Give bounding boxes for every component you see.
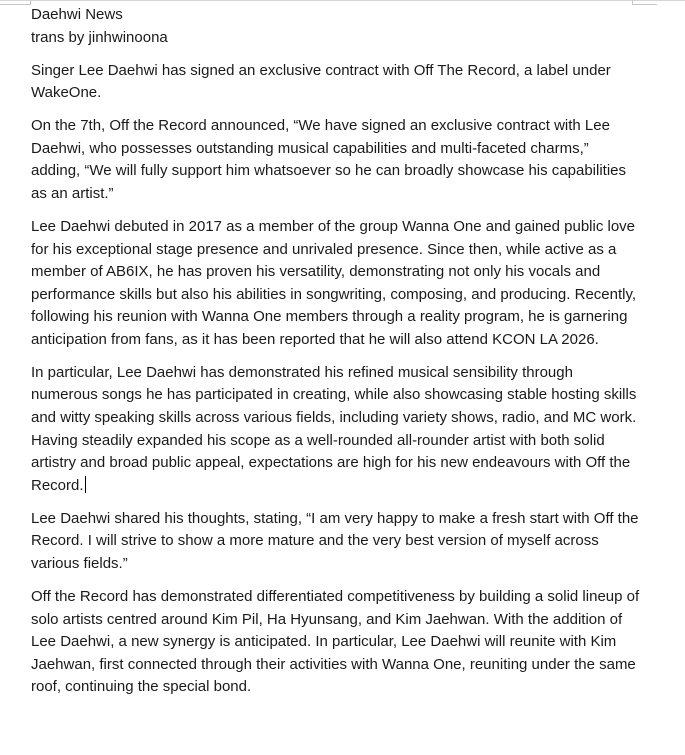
paragraph-6: Off the Record has demonstrated differentiated competitiveness by building a solid lineup of solo artists centred around Kim Pil, Ha Hyunsang, and Kim Jaehwan. With the addition of Lee Daehwi, a new synergy is anticipated. In particular, Lee Daehwi will reunite with Kim Jaehwan, first connected through their activities with Wanna One, reuniting under the same roof, continuing the special bond. xyxy=(31,588,640,696)
paragraph-4 xyxy=(31,362,641,498)
margin-corner-marker-left xyxy=(0,0,31,5)
paragraph-1: Singer Lee Daehwi has signed an exclusive contract with Off The Record, a label under WakeOne. xyxy=(31,61,611,102)
text-cursor xyxy=(85,476,86,493)
document-body[interactable] xyxy=(31,4,641,709)
paragraph-2: On the 7th, Off the Record announced, “We have signed an exclusive contract with Lee Daehwi, who possesses outstanding musical capabilities and multi-faceted charms,” adding, “We will fully support him whatsoever so he can broadly showcase his capabilities as an artist.” xyxy=(31,117,627,202)
paragraph-3: Lee Daehwi debuted in 2017 as a member of the group Wanna One and gained public love for his exceptional stage presence and unrivaled presence. Since then, while active as a member of AB6IX, he has proven his versatility, demonstrating not only his vocals and performance skills but also his abilities in songwriting, composing, and producing. Recently, following his reunion with Wanna One members through a reality program, he is garnering anticipation from fans, as it has been reported that he will also attend KCON LA 2026. xyxy=(31,217,637,348)
paragraph-5: Lee Daehwi shared his thoughts, stating, “I am very happy to make a fresh start with Off the Record. I will strive to show a more mature and the very best version of myself across various fields.” xyxy=(31,509,639,573)
credit-line: trans by jinhwinoona xyxy=(31,28,168,46)
paragraph-4-text: In particular, Lee Daehwi has demonstrated his refined musical sensibility through numerous songs he has participated in creating, while also showcasing stable hosting skills and witty speaking skills across various fields, including variety shows, radio, and MC work. Having steadily expanded his scope as a well-rounded all-rounder artist with both solid artistry and broad public appeal, expectations are high for his new endeavours with Off the Record. xyxy=(31,363,637,494)
page-top-edge xyxy=(0,0,685,1)
document-header xyxy=(31,4,641,49)
source-line: Daehwi News xyxy=(31,6,123,23)
